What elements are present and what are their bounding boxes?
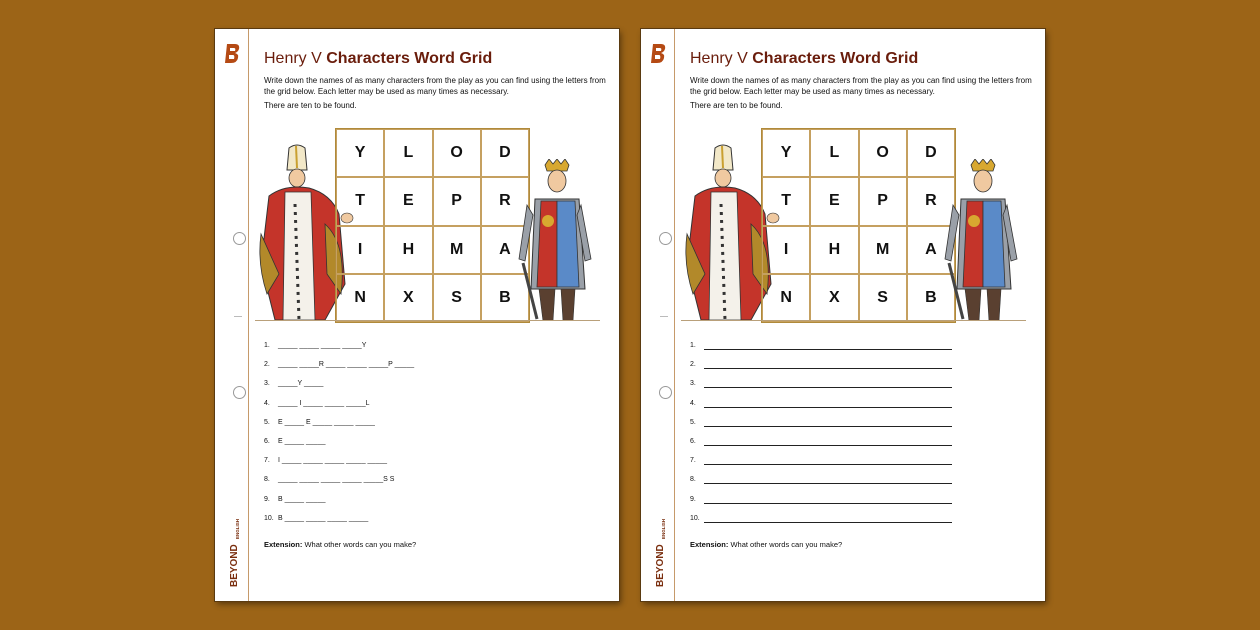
letter-grid [335,128,530,323]
binder-hole [233,232,246,245]
answer-line[interactable] [704,456,952,465]
answer-row[interactable]: 6. [690,432,1030,451]
grid-cell: H [384,226,432,274]
grid-cell: N [336,274,384,322]
margin-line [674,29,675,601]
answer-line[interactable] [704,418,952,427]
answer-line[interactable] [704,495,952,504]
answer-row[interactable]: 1. _____ _____ _____ _____Y [264,342,367,350]
answer-list [264,336,604,528]
fold-tick [234,316,242,317]
answer-line[interactable] [704,475,952,484]
grid-cell: D [481,129,529,177]
answer-row[interactable]: 7. I _____ _____ _____ _____ _____ [264,457,387,465]
answer-line[interactable] [704,399,952,408]
answer-row[interactable]: 2. _____ _____R _____ _____ _____P _____ [264,361,415,369]
grid-cell: I [336,226,384,274]
grid-cell: B [907,274,955,322]
grid-cell: T [336,177,384,225]
margin-line [248,29,249,601]
answer-row[interactable]: 8. _____ _____ _____ _____ _____S S [264,476,395,484]
grid-cell: N [762,274,810,322]
grid-cell: O [859,129,907,177]
answer-row[interactable]: 9. [690,490,1030,509]
answer-row[interactable]: 2. [690,355,1030,374]
fold-tick [660,316,668,317]
binder-hole [659,386,672,399]
grid-cell: M [859,226,907,274]
grid-cell: E [384,177,432,225]
grid-cell: X [384,274,432,322]
grid-cell: S [859,274,907,322]
found-note: There are ten to be found. [264,101,357,110]
answer-row[interactable]: 6. E _____ _____ [264,438,326,446]
answer-row[interactable]: 5. [690,413,1030,432]
grid-cell: H [810,226,858,274]
grid-cell: B [481,274,529,322]
answer-row[interactable]: 5. E _____ E _____ _____ _____ [264,418,375,426]
svg-text:ENGLISH: ENGLISH [235,518,240,539]
grid-cell: R [907,177,955,225]
grid-cell: S [433,274,481,322]
answer-row[interactable]: 8. [690,470,1030,489]
page-title: Henry V Characters Word Grid [690,50,919,67]
found-note: There are ten to be found. [690,101,783,110]
extension-prompt: Extension: What other words can you make? [690,540,843,549]
grid-cell: L [810,129,858,177]
grid-cell: I [762,226,810,274]
grid-cell: P [859,177,907,225]
beyond-brand-vertical [217,499,247,589]
answer-row[interactable]: 10. [690,509,1030,528]
grid-cell: P [433,177,481,225]
grid-cell: Y [762,129,810,177]
answer-line[interactable] [704,341,952,350]
instruction-text: Write down the names of as many characters from the play as you can find using the letters from the grid below. Each letter may be used as many times as necessary. [690,76,1032,96]
grid-cell: A [481,226,529,274]
grid-cell: R [481,177,529,225]
worksheet-right [641,29,1045,601]
grid-cell: E [810,177,858,225]
grid-cell: M [433,226,481,274]
answer-row[interactable]: 9. B _____ _____ [264,495,326,503]
binder-hole [659,232,672,245]
grid-cell: Y [336,129,384,177]
grid-cell: A [907,226,955,274]
figure-baseline [255,320,600,321]
svg-text:BEYOND: BEYOND [655,544,666,587]
answer-row[interactable]: 1. [690,336,1030,355]
beyond-logo-icon [224,42,241,64]
page-title: Henry V Characters Word Grid [264,50,493,67]
beyond-logo-icon [650,42,667,64]
king-knight-illustration [515,159,601,321]
svg-text:BEYOND: BEYOND [229,544,240,587]
beyond-brand-vertical [643,499,673,589]
letter-grid [761,128,956,323]
grid-cell: T [762,177,810,225]
answer-row[interactable]: 4. [690,394,1030,413]
answer-line[interactable] [704,360,952,369]
grid-cell: D [907,129,955,177]
king-knight-illustration [941,159,1027,321]
answer-row[interactable]: 4. _____ I _____ _____ _____L [264,399,370,407]
svg-text:ENGLISH: ENGLISH [661,518,666,539]
answer-row[interactable]: 3. [690,374,1030,393]
answer-row[interactable]: 7. [690,451,1030,470]
grid-cell: L [384,129,432,177]
answer-list [690,336,1030,528]
instruction-text: Write down the names of as many characters from the play as you can find using the letters from the grid below. Each letter may be used as many times as necessary. [264,76,606,96]
answer-line[interactable] [704,514,952,523]
answer-row[interactable]: 3. _____Y _____ [264,380,324,388]
grid-cell: X [810,274,858,322]
answer-row[interactable]: 10. B _____ _____ _____ _____ [264,514,369,522]
answer-line[interactable] [704,437,952,446]
worksheet-left [215,29,619,601]
answer-line[interactable] [704,379,952,388]
grid-cell: O [433,129,481,177]
extension-prompt: Extension: What other words can you make? [264,540,417,549]
figure-baseline [681,320,1026,321]
binder-hole [233,386,246,399]
